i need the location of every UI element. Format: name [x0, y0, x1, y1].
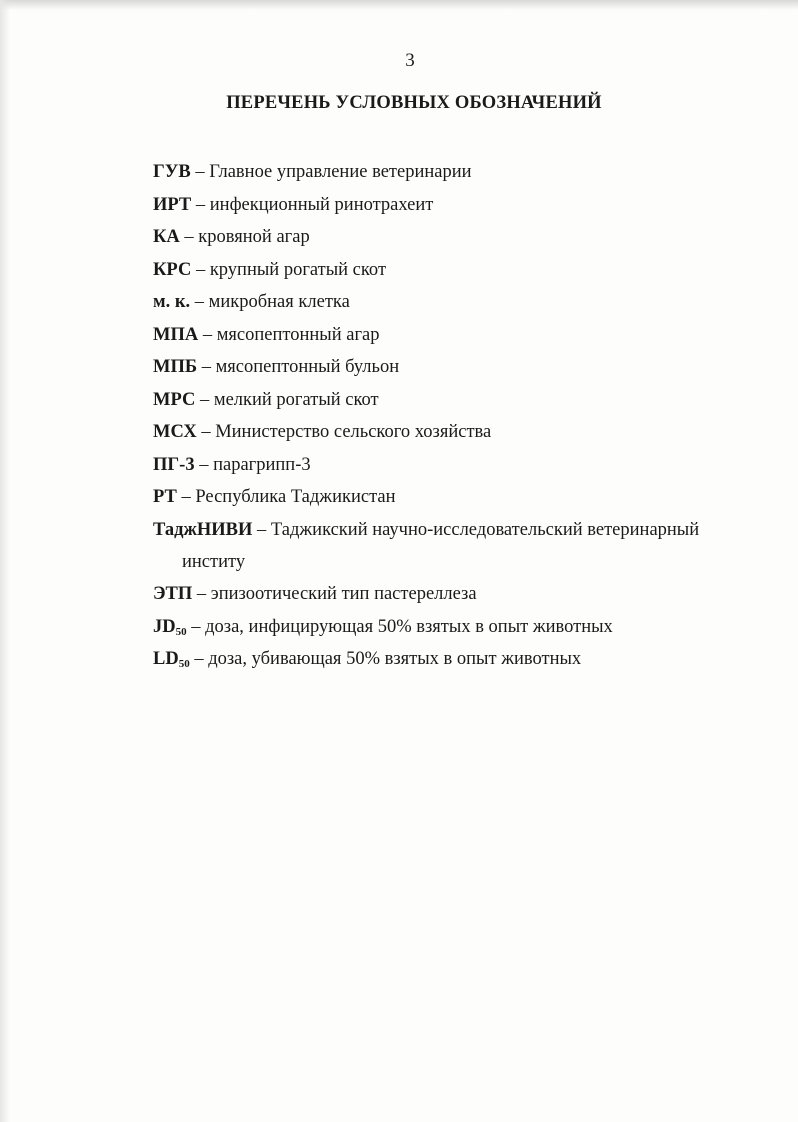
- abbreviation: МСХ: [153, 422, 197, 442]
- separator: –: [189, 649, 209, 669]
- scan-top-edge: [0, 0, 798, 10]
- separator: –: [252, 519, 271, 540]
- list-item: [153, 258, 753, 282]
- abbreviation: ГУВ: [153, 162, 191, 182]
- list-item: [153, 355, 753, 379]
- definition-continuation: институ: [182, 551, 246, 572]
- subscript: 50: [175, 625, 187, 638]
- separator: –: [190, 292, 209, 312]
- abbreviation: РТ: [153, 487, 177, 507]
- definition: мясопептонный бульон: [215, 357, 400, 377]
- abbreviation: ПГ-3: [153, 454, 195, 475]
- abbreviation: МПА: [153, 324, 199, 345]
- abbreviation: JD: [153, 616, 176, 637]
- list-item: [153, 453, 753, 477]
- definition: микробная клетка: [208, 292, 350, 312]
- separator: –: [186, 616, 206, 637]
- abbreviation: м. к.: [153, 292, 191, 312]
- list-item: [153, 518, 753, 574]
- abbreviation: МПБ: [153, 357, 198, 377]
- definition: мясопептонный агар: [216, 324, 380, 345]
- definition: крупный рогатый скот: [209, 259, 387, 280]
- subscript: 50: [178, 658, 190, 670]
- definition: Главное управление ветеринарии: [209, 162, 472, 182]
- definition: доза, инфицирующая 50% взятых в опыт животных: [205, 616, 613, 637]
- separator: –: [192, 584, 211, 604]
- definition: кровяной агар: [198, 227, 310, 247]
- list-item: [153, 388, 753, 412]
- list-item: [153, 485, 753, 509]
- list-item: [153, 615, 753, 639]
- separator: –: [191, 194, 210, 215]
- separator: –: [190, 162, 210, 182]
- definition: доза, убивающая 50% взятых в опыт животных: [208, 649, 582, 669]
- definition: Республика Таджикистан: [195, 487, 396, 507]
- abbreviation: МРС: [153, 389, 196, 410]
- page-title: ПЕРЕЧЕНЬ УСЛОВНЫХ ОБОЗНАЧЕНИЙ: [226, 93, 602, 113]
- scan-left-edge: [0, 0, 10, 1122]
- definition: Таджикский научно-исследовательский ветеринарный: [270, 519, 700, 540]
- list-item: [153, 420, 753, 444]
- list-item: [153, 225, 753, 249]
- abbreviation: ЭТП: [153, 584, 193, 604]
- list-item: [153, 647, 753, 671]
- list-item: [153, 290, 753, 314]
- definition: эпизоотический тип пастереллеза: [210, 584, 477, 604]
- abbreviation: КА: [153, 227, 180, 247]
- definition: парагрипп-3: [213, 454, 311, 475]
- definition: мелкий рогатый скот: [213, 389, 379, 410]
- abbreviation: ИРТ: [153, 194, 192, 215]
- separator: –: [191, 259, 210, 280]
- separator: –: [176, 487, 196, 507]
- separator: –: [195, 389, 214, 410]
- abbreviation-list: [153, 160, 753, 680]
- separator: –: [197, 357, 216, 377]
- abbreviation: LD: [153, 649, 179, 669]
- list-item: [153, 323, 753, 347]
- list-item: [153, 582, 753, 606]
- separator: –: [196, 422, 216, 442]
- separator: –: [198, 324, 217, 345]
- list-item: [153, 193, 753, 217]
- definition: инфекционный ринотрахеит: [209, 194, 434, 215]
- page-number: 3: [405, 50, 415, 71]
- list-item: [153, 160, 753, 184]
- definition: Министерство сельского хозяйства: [215, 422, 492, 442]
- abbreviation: ТаджНИВИ: [153, 519, 253, 540]
- separator: –: [194, 454, 214, 475]
- abbreviation: КРС: [153, 259, 192, 280]
- separator: –: [179, 227, 199, 247]
